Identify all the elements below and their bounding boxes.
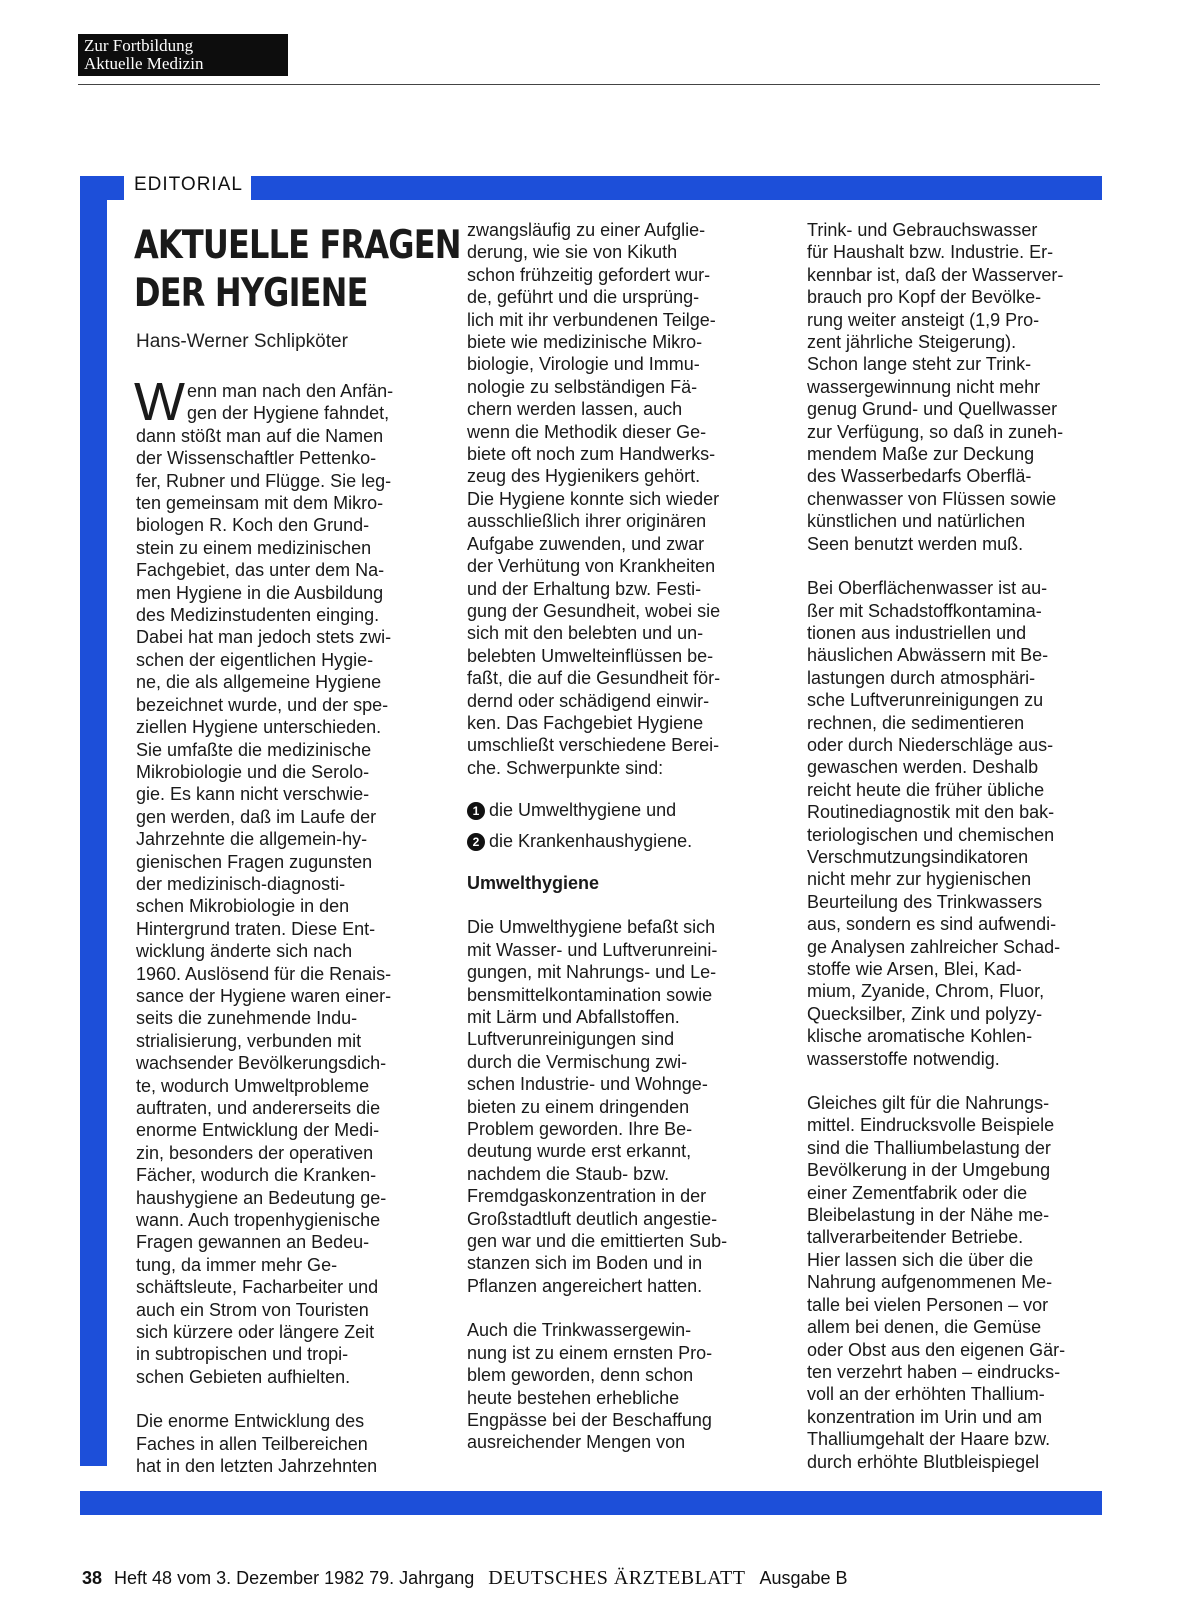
text-line: schen Gebieten aufhielten. — [136, 1366, 351, 1387]
text-line: nung ist zu einem ernsten Pro- — [467, 1342, 713, 1363]
text-line: tallverarbeitender Betriebe. — [807, 1227, 1024, 1248]
text-line: durch die Vermischung zwi- — [467, 1051, 688, 1072]
text-line: chenwasser von Flüssen sowie — [807, 488, 1057, 509]
text-line: mendem Maße zur Deckung — [807, 444, 1035, 465]
list-item-text: die Umwelthygiene und — [489, 800, 677, 821]
text-line: heute bestehen erhebliche — [467, 1387, 680, 1408]
text-line: für Haushalt bzw. Industrie. Er- — [807, 242, 1054, 263]
text-line: gewaschen werden. Deshalb — [807, 757, 1039, 778]
text-line: sich kürzere oder längere Zeit — [136, 1322, 375, 1343]
text-line: kennbar ist, daß der Wasserver- — [807, 264, 1064, 285]
text-line: hat in den letzten Jahrzehnten — [136, 1456, 378, 1477]
text-line: Dabei hat man jedoch stets zwi- — [136, 627, 392, 648]
text-line: Sie umfaßte die medizinische — [136, 739, 372, 760]
text-line: wachsender Bevölkerungsdich- — [136, 1053, 387, 1074]
text-line: gen der Hygiene fahndet, — [186, 403, 390, 424]
list-number-badge: 2 — [467, 833, 485, 851]
list-number-badge: 1 — [467, 802, 485, 820]
text-line: Fremdgaskonzentration in der — [467, 1186, 707, 1207]
text-line: enorme Entwicklung der Medi- — [136, 1120, 380, 1141]
text-line: konzentration im Urin und am — [807, 1406, 1043, 1427]
text-line: lich mit ihr verbundenen Teilge- — [467, 309, 716, 330]
drop-cap: W — [134, 372, 185, 432]
text-line: strialisierung, verbunden mit — [136, 1030, 362, 1051]
text-line: zeug des Hygienikers gehört. — [467, 466, 701, 487]
list-item — [467, 830, 767, 852]
text-line: schen Industrie- und Wohnge- — [467, 1074, 708, 1095]
text-line: ziellen Hygiene unterschieden. — [136, 717, 382, 738]
text-line: Nahrung aufgenommenen Me- — [807, 1272, 1053, 1293]
text-line: stoffe wie Arsen, Blei, Kad- — [807, 959, 1022, 979]
text-line: mit Wasser- und Luftverunreini- — [467, 939, 718, 960]
text-line: und der Erhaltung bzw. Festi- — [467, 578, 702, 599]
text-line: biologen R. Koch den Grund- — [136, 515, 370, 536]
paragraph-gap — [467, 1297, 767, 1319]
text-line: biete oft noch zum Handwerks- — [467, 444, 716, 465]
text-line: wasserstoffe notwendig. — [807, 1048, 1000, 1069]
text-line: Die Hygiene konnte sich wieder — [467, 488, 720, 509]
list-item — [467, 799, 767, 821]
text-line: teriologischen und chemischen — [807, 824, 1055, 845]
text-line: des Wasserbedarfs Oberflä- — [807, 466, 1032, 487]
text-line: sance der Hygiene waren einer- — [136, 985, 392, 1006]
text-line: zent jährliche Steigerung). — [807, 332, 1017, 353]
text-line: ne, die als allgemeine Hygiene — [136, 672, 382, 693]
text-line: Gleiches gilt für die Nahrungs- — [807, 1093, 1050, 1114]
category-label: EDITORIAL — [124, 170, 251, 200]
text-line: reicht heute die früher übliche — [807, 779, 1045, 800]
column2-paragraph3 — [467, 1319, 767, 1453]
page-footer — [82, 1567, 848, 1590]
text-line: ausreichender Mengen von — [467, 1432, 686, 1453]
text-line: auch ein Strom von Touristen — [136, 1299, 369, 1320]
text-line: mittel. Eindrucksvolle Beispiele — [807, 1115, 1055, 1136]
text-line: seits die zunehmende Indu- — [136, 1008, 358, 1029]
text-line: Problem geworden. Ihre Be- — [467, 1119, 693, 1140]
text-line: Bei Oberflächenwasser ist au- — [807, 578, 1048, 599]
text-line: faßt, die auf die Gesundheit för- — [467, 668, 721, 689]
text-line: nachdem die Staub- bzw. — [467, 1163, 670, 1184]
text-line: gie. Es kann nicht verschwie- — [136, 784, 370, 805]
title-line-2: DER HYGIENE — [134, 271, 368, 316]
text-line: Schon lange steht zur Trink- — [807, 354, 1032, 375]
text-line: der Wissenschaftler Pettenko- — [136, 448, 377, 469]
text-line: derung, wie sie von Kikuth — [467, 242, 678, 263]
text-line: ken. Das Fachgebiet Hygiene — [467, 712, 704, 733]
text-line: enn man nach den Anfän- — [186, 381, 394, 401]
text-line: Fragen gewannen an Bedeu- — [136, 1232, 370, 1253]
column3-paragraph1 — [807, 219, 1107, 555]
text-line: nologie zu selbständigen Fä- — [467, 376, 698, 397]
text-line: tionen aus industriellen und — [807, 622, 1027, 643]
paragraph-gap — [807, 555, 1107, 577]
journal-name: DEUTSCHES ÄRZTEBLATT — [488, 1567, 746, 1589]
text-line: stanzen sich im Boden und in — [467, 1253, 703, 1274]
text-line: wann. Auch tropenhygienische — [136, 1210, 381, 1231]
text-line: mit Lärm und Abfallstoffen. — [467, 1007, 680, 1027]
text-line: Die Umwelthygiene befaßt sich — [467, 917, 716, 938]
text-line: haushygiene an Bedeutung ge- — [136, 1187, 387, 1208]
text-line: der medizinisch-diagnosti- — [136, 873, 346, 894]
text-line: ßer mit Schadstoffkontamina- — [807, 600, 1042, 621]
text-line: rechnen, die sedimentieren — [807, 712, 1025, 733]
text-line: Großstadtluft deutlich angestie- — [467, 1208, 718, 1229]
text-line: künstlichen und natürlichen — [807, 511, 1026, 532]
section-label-line1: Zur Fortbildung — [84, 36, 194, 55]
text-column-3 — [807, 219, 1107, 1473]
text-line: gen war und die emittierten Sub- — [467, 1231, 728, 1252]
text-line: bezeichnet wurde, und der spe- — [136, 694, 389, 715]
column1-paragraph2 — [136, 1410, 436, 1477]
text-line: blem geworden, denn schon — [467, 1365, 694, 1386]
text-line: Verschmutzungsindikatoren — [807, 846, 1029, 867]
paragraph-gap — [807, 1070, 1107, 1092]
text-line: de, geführt und die ursprüng- — [467, 287, 700, 308]
text-line: Faches in allen Teilbereichen — [136, 1433, 368, 1454]
text-line: zin, besonders der operativen — [136, 1142, 374, 1163]
page-number: 38 — [82, 1568, 103, 1588]
text-line: Die enorme Entwicklung des — [136, 1411, 365, 1432]
text-line: Mikrobiologie und die Serolo- — [136, 761, 370, 782]
author-name: Hans-Werner Schlipköter — [136, 331, 348, 352]
text-line: auftraten, und andererseits die — [136, 1098, 381, 1118]
text-line: Fachgebiet, das unter dem Na- — [136, 560, 385, 581]
frame-left-bar — [80, 176, 107, 1466]
text-line: allem bei denen, die Gemüse — [807, 1317, 1042, 1338]
list-item-text: die Krankenhaushygiene. — [489, 830, 693, 851]
text-line: der Verhütung von Krankheiten — [467, 556, 716, 577]
text-column-1 — [134, 372, 436, 1478]
text-line: wicklung änderte sich nach — [136, 941, 353, 962]
text-line: oder Obst aus den eigenen Gär- — [807, 1339, 1066, 1360]
text-line: zwangsläufig zu einer Aufglie- — [467, 220, 706, 240]
text-line: wenn die Methodik dieser Ge- — [467, 421, 707, 442]
text-line: Pflanzen angereichert hatten. — [467, 1275, 703, 1296]
text-line: gen werden, daß im Laufe der — [136, 806, 377, 827]
text-line: Seen benutzt werden muß. — [807, 533, 1024, 554]
text-line: 1960. Auslösend für die Renais- — [136, 963, 392, 984]
text-line: Luftverunreinigungen sind — [467, 1029, 675, 1050]
text-line: schen Mikrobiologie in den — [136, 896, 350, 917]
frame-bottom-bar — [80, 1491, 1102, 1515]
section-label-line2: Aktuelle Medizin — [84, 54, 204, 73]
text-line: bieten zu einem dringenden — [467, 1096, 690, 1117]
text-line: stein zu einem medizinischen — [136, 537, 372, 558]
text-line: bensmittelkontamination sowie — [467, 984, 713, 1005]
text-line: gungen, mit Nahrungs- und Le- — [467, 962, 717, 983]
text-line: lastungen durch atmosphäri- — [807, 667, 1036, 688]
text-line: durch erhöhte Blutbleispiegel — [807, 1451, 1040, 1472]
text-line: oder durch Niederschläge aus- — [807, 734, 1054, 755]
text-line: Thalliumgehalt der Haare bzw. — [807, 1429, 1051, 1450]
column1-paragraph1 — [134, 372, 436, 1388]
text-line: men Hygiene in die Ausbildung — [136, 582, 384, 603]
text-line: Routinediagnostik mit den bak- — [807, 802, 1055, 823]
text-line: Engpässe bei der Beschaffung — [467, 1409, 712, 1430]
text-line: zur Verfügung, so daß in zuneh- — [807, 421, 1064, 442]
text-line: in subtropischen und tropi- — [136, 1344, 349, 1365]
text-line: sche Luftverunreinigungen zu — [807, 690, 1044, 711]
column3-paragraph3 — [807, 1092, 1107, 1473]
article-title — [134, 222, 461, 318]
text-line: gienischen Fragen zugunsten — [136, 851, 373, 872]
text-line: ausschließlich ihrer originären — [467, 511, 707, 532]
text-line: schon frühzeitig gefordert wur- — [467, 264, 711, 285]
text-line: sind die Thalliumbelastung der — [807, 1137, 1051, 1158]
text-line: chern werden lassen, auch — [467, 399, 683, 420]
text-line: dernd oder schädigend einwir- — [467, 690, 710, 711]
text-line: mium, Zyanide, Chrom, Fluor, — [807, 981, 1045, 1002]
text-line: Fächer, wodurch die Kranken- — [136, 1165, 377, 1186]
paragraph-gap — [136, 1388, 436, 1410]
column2-paragraph1 — [467, 219, 767, 779]
column2-paragraph2 — [467, 916, 767, 1297]
text-line: voll an der erhöhten Thallium- — [807, 1384, 1045, 1405]
text-line: biete wie medizinische Mikro- — [467, 332, 703, 353]
text-line: Hier lassen sich die über die — [807, 1249, 1034, 1270]
text-line: aus, sondern es sind aufwendi- — [807, 914, 1057, 935]
edition-label: Ausgabe B — [759, 1568, 848, 1588]
text-line: ge Analysen zahlreicher Schad- — [807, 936, 1061, 957]
text-line: fer, Rubner und Flügge. Sie leg- — [136, 470, 392, 491]
text-line: Hintergrund traten. Diese Ent- — [136, 918, 376, 939]
text-line: sich mit den belebten und un- — [467, 623, 704, 644]
text-line: schäftsleute, Facharbeiter und — [136, 1277, 379, 1298]
text-line: talle bei vielen Personen – vor — [807, 1294, 1049, 1315]
text-line: klische aromatische Kohlen- — [807, 1026, 1033, 1047]
text-line: dann stößt man auf die Namen — [136, 425, 384, 446]
text-line: wassergewinnung nicht mehr — [807, 376, 1041, 397]
text-line: ten gemeinsam mit dem Mikro- — [136, 493, 384, 514]
text-line: Quecksilber, Zink und polyzy- — [807, 1003, 1043, 1024]
text-column-2 — [467, 219, 767, 1454]
text-line: Trink- und Gebrauchswasser — [807, 220, 1038, 240]
title-line-1: AKTUELLE FRAGEN — [134, 223, 461, 268]
text-line: brauch pro Kopf der Bevölke- — [807, 287, 1042, 308]
text-line: genug Grund- und Quellwasser — [807, 399, 1058, 420]
text-line: rung weiter ansteigt (1,9 Pro- — [807, 309, 1040, 330]
section-label — [78, 34, 288, 76]
text-line: Bleibelastung in der Nähe me- — [807, 1205, 1050, 1226]
text-line: biologie, Virologie und Immu- — [467, 354, 700, 375]
text-line: des Medizinstudenten einging. — [136, 605, 380, 626]
text-line: te, wodurch Umweltprobleme — [136, 1075, 370, 1096]
text-line: umschließt verschiedene Berei- — [467, 735, 720, 756]
text-line: Aufgabe zuwenden, und zwar — [467, 533, 705, 554]
text-line: häuslichen Abwässern mit Be- — [807, 645, 1049, 666]
text-line: gung der Gesundheit, wobei sie — [467, 600, 721, 621]
issue-info: Heft 48 vom 3. Dezember 1982 79. Jahrgang — [114, 1568, 475, 1588]
text-line: einer Zementfabrik oder die — [807, 1182, 1028, 1203]
text-line: belebten Umwelteinflüssen be- — [467, 645, 714, 666]
text-line: tung, da immer mehr Ge- — [136, 1254, 338, 1275]
text-line: Auch die Trinkwassergewin- — [467, 1320, 692, 1341]
column3-paragraph2 — [807, 577, 1107, 1070]
text-line: Beurteilung des Trinkwassers — [807, 891, 1043, 912]
text-line: ten verzehrt haben – eindrucks- — [807, 1361, 1061, 1382]
section-subheading: Umwelthygiene — [467, 872, 600, 893]
text-line: schen der eigentlichen Hygie- — [136, 649, 374, 670]
text-line: Bevölkerung in der Umgebung — [807, 1160, 1051, 1181]
text-line: Jahrzehnte die allgemein-hy- — [136, 829, 368, 850]
text-line: nicht mehr zur hygienischen — [807, 869, 1032, 890]
text-line: deutung wurde erst erkannt, — [467, 1141, 692, 1162]
text-line: che. Schwerpunkte sind: — [467, 757, 664, 778]
header-rule — [78, 84, 1100, 85]
